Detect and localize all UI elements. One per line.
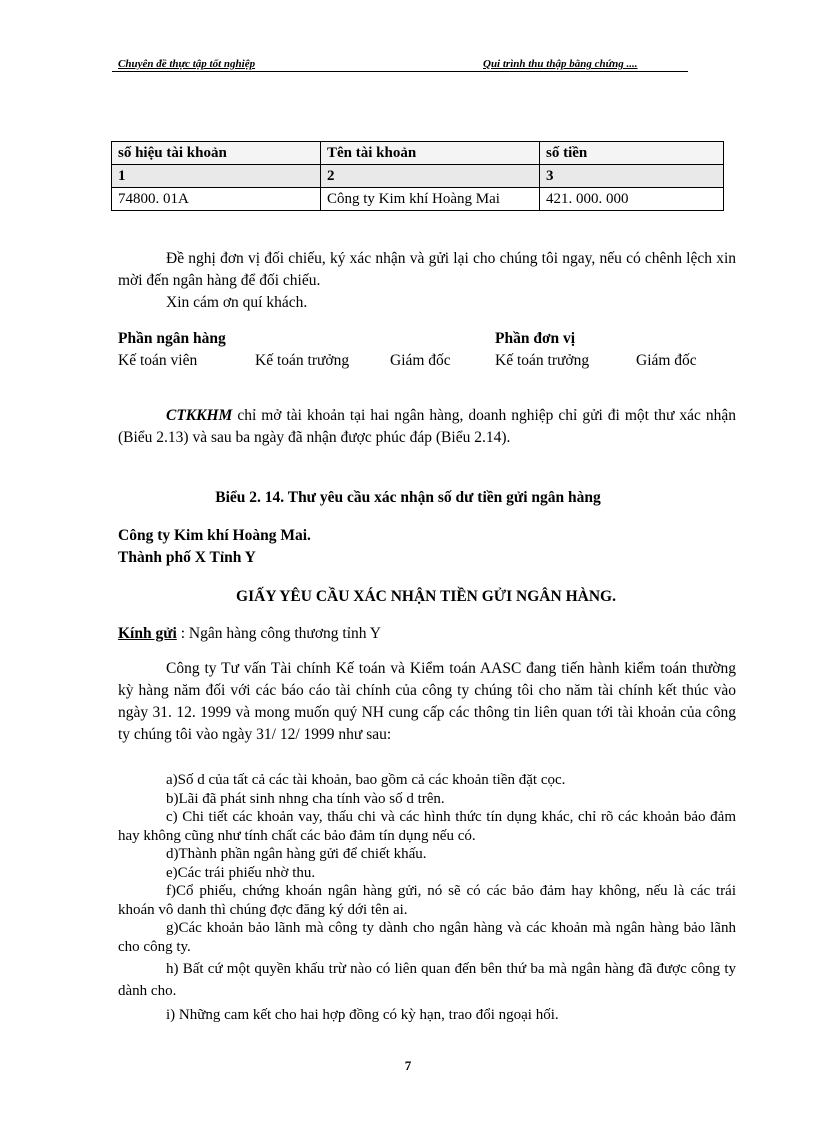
running-header-right: Qui trình thu thập bằng chứng ....	[483, 58, 638, 70]
recipient-value: : Ngân hàng công thương tỉnh Y	[176, 625, 381, 642]
table-header-row	[112, 142, 724, 165]
unit-chief-accountant-label: Kế toán trưởng	[495, 352, 590, 369]
list-item: h) Bất cứ một quyền khấu trừ nào có liên quan đến bên thứ ba mà ngân hàng đã được công ty dành cho.	[118, 961, 736, 999]
recipient-line	[118, 625, 381, 643]
table-cell: 74800. 01A	[112, 188, 321, 211]
table-cell: 421. 000. 000	[540, 188, 724, 211]
unit-section-heading: Phần đơn vị	[495, 330, 576, 347]
running-header-left: Chuyên đề thực tập tốt nghiệp	[118, 58, 256, 70]
account-table	[111, 141, 724, 211]
list-item: c) Chi tiết các khoản vay, thấu chi và các hình thức tín dụng khác, chỉ rõ các khoản bảo đảm hay không cũng như tính chất các bảo đảm tín dụng nếu có.	[118, 809, 736, 844]
recipient-label: Kính gửi	[118, 625, 177, 642]
unit-director-label: Giám đốc	[636, 352, 697, 369]
bank-accountant-label: Kế toán viên	[118, 352, 198, 369]
list-item: a)Số d của tất cả các tài khoản, bao gồm cả các khoản tiền đặt cọc.	[166, 772, 566, 788]
list-item: i) Những cam kết cho hai hợp đồng có kỳ hạn, trao đổi ngoại hối.	[166, 1007, 559, 1023]
ctkkhm-abbreviation: CTKKHM	[166, 407, 233, 424]
list-item: f)Cổ phiếu, chứng khoán ngân hàng gửi, nó sẽ có các bảo đảm hay không, nếu là các trái khoán vô danh thì chúng đợc đăng ký dới tên ai.	[118, 883, 736, 918]
bank-chief-accountant-label: Kế toán trưởng	[255, 352, 350, 369]
form-caption: Biểu 2. 14. Thư yêu cầu xác nhận số dư tiền gửi ngân hàng	[215, 489, 601, 506]
table-header-cell: số hiệu tài khoản	[112, 142, 321, 165]
letter-body: Công ty Tư vấn Tài chính Kế toán và Kiểm toán AASC đang tiến hành kiểm toán thường kỳ hàng năm đối với các báo cáo tài chính của công ty chúng tôi cho năm tài chính kết thúc vào ngày 31. 12. 1999 và mong muốn quý NH cung cấp các thông tin liên quan tới tài khoản của công ty chúng tôi vào ngày 31/ 12/ 1999 như sau:	[118, 660, 736, 743]
list-item: b)Lãi đã phát sinh nhng cha tính vào số d trên.	[166, 790, 445, 807]
confirm-request-paragraph: Đề nghị đơn vị đối chiếu, ký xác nhận và gửi lại cho chúng tôi ngay, nếu có chênh lệch xin mời đến ngân hàng để đối chiếu.	[118, 250, 736, 289]
table-header-cell: số tiền	[540, 142, 724, 165]
table-number-row	[112, 165, 724, 188]
ctkkhm-paragraph	[118, 405, 736, 449]
page-number: 7	[404, 1058, 412, 1073]
table-cell: Công ty Kim khí Hoàng Mai	[321, 188, 540, 211]
request-list	[118, 771, 736, 1026]
ctkkhm-text: chỉ mở tài khoản tại hai ngân hàng, doanh nghiệp chỉ gửi đi một thư xác nhận (Biểu 2.13) và sau ba ngày đã nhận được phúc đáp (Biểu 2.14).	[118, 407, 736, 446]
table-row	[112, 188, 724, 211]
table-cell: 1	[112, 165, 321, 188]
letter-title: GIẤY YÊU CẦU XÁC NHẬN TIỀN GỬI NGÂN HÀNG.	[236, 588, 616, 605]
list-item: d)Thành phần ngân hàng gửi để chiết khấu.	[166, 846, 427, 862]
header-divider	[112, 71, 688, 72]
bank-section-heading: Phần ngân hàng	[118, 330, 226, 347]
table-header-cell: Tên tài khoản	[321, 142, 540, 165]
bank-director-label: Giám đốc	[390, 352, 451, 369]
list-item: g)Các khoản bảo lãnh mà công ty dành cho ngân hàng và các khoản mà ngân hàng bảo lãnh cho công ty.	[118, 920, 736, 955]
list-item: e)Các trái phiếu nhờ thu.	[166, 864, 316, 881]
table-cell: 2	[321, 165, 540, 188]
company-address: Thành phố X Tỉnh Y	[118, 549, 256, 566]
thanks-line: Xin cám ơn quí khách.	[166, 294, 308, 311]
table-cell: 3	[540, 165, 724, 188]
company-name: Công ty Kim khí Hoàng Mai.	[118, 527, 311, 544]
